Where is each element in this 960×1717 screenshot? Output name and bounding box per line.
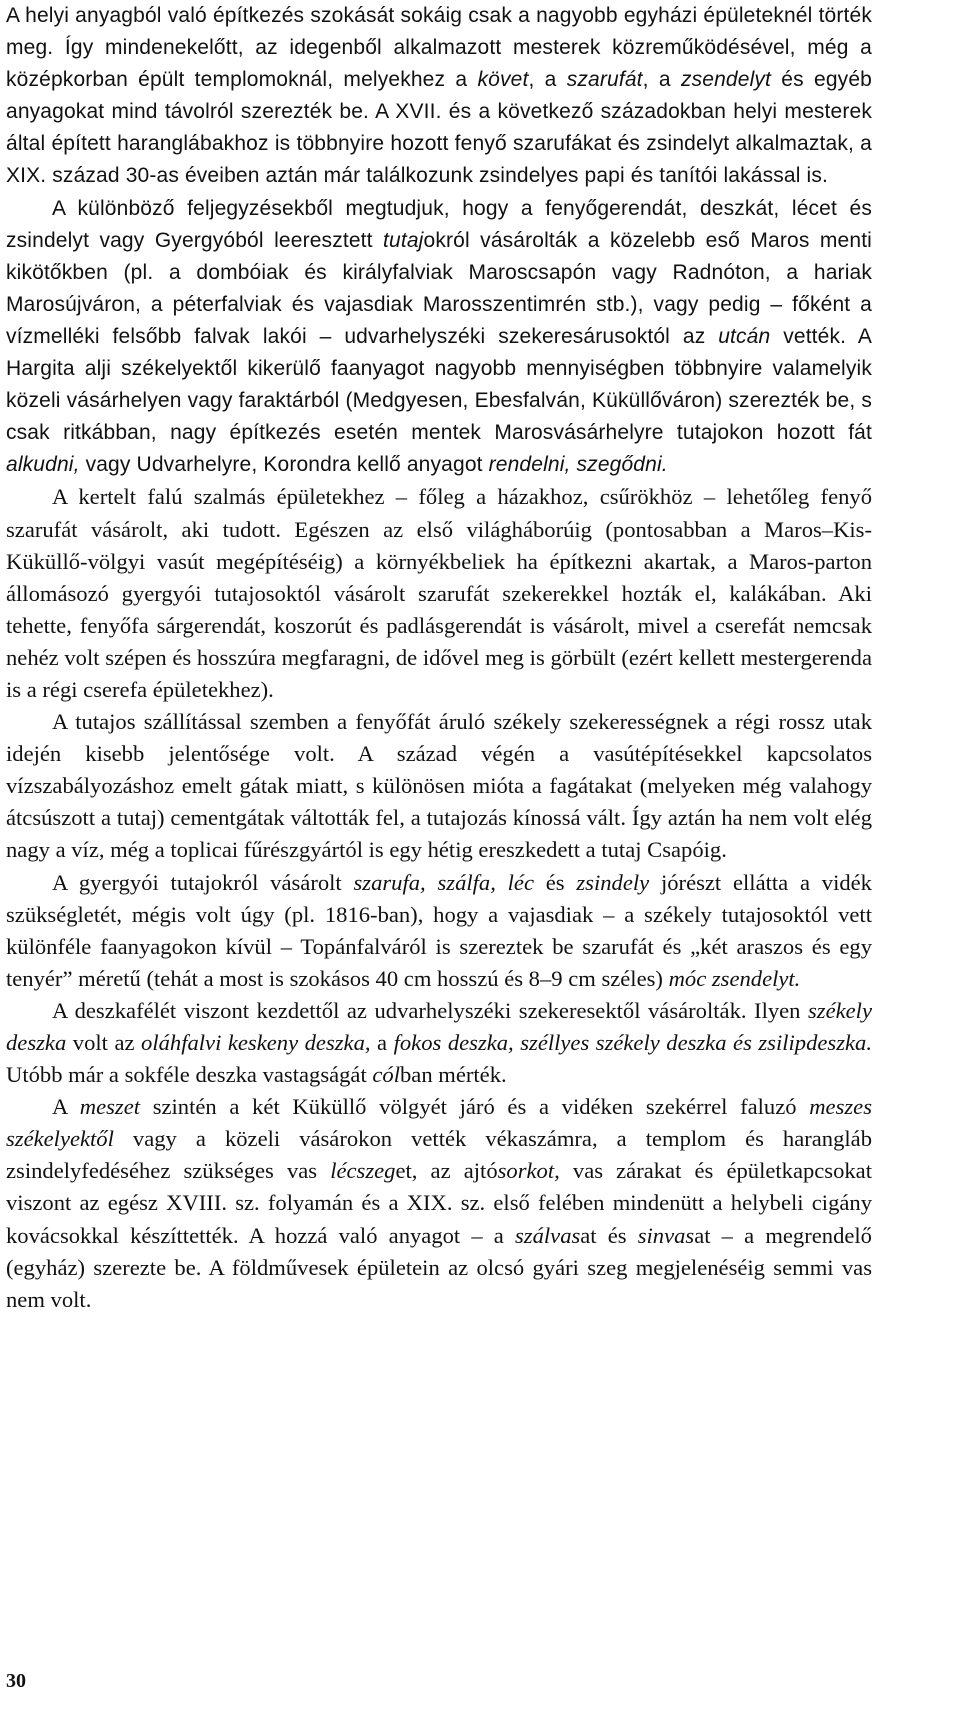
text-run: és [533,869,577,895]
text-run: at és [580,1222,638,1248]
italic-term: szálvas [515,1222,581,1248]
italic-term: szarufát [566,68,643,92]
paragraph [6,706,872,866]
text-run: Utóbb már a sokféle deszka vastagságát [6,1062,373,1088]
text-run: et, az ajtó [395,1158,498,1184]
italic-term: fokos deszka, széllyes székely deszka és zsilipdeszka. [393,1030,872,1055]
text-run: okról vásárolták a közelebb eső Maros menti kikötőkben (pl. a dombóiak és királyfalviak Maroscsapón vagy Radnóton, a hariak Marosújváron, a péterfalviak és vajasdiak Marosszentimrén stb.), vagy pedig – főként a vízmelléki felsőbb falvak lakói – udvarhelyszéki szekeresárusoktól az [6,228,872,348]
italic-term: zsendelyt [680,68,772,92]
paragraph [6,1091,872,1316]
text-run: A [52,1094,80,1120]
page-number: 30 [6,1670,26,1692]
paragraph [6,193,872,482]
text-run: vagy Udvarhelyre, Korondra kellő anyagot [79,453,489,477]
italic-term: lécszeg [330,1158,396,1184]
text-run: vas zárakat és épületkapcsokat viszont az egész XVIII. sz. folyamán és a XIX. sz. első felében mindenütt a helybeli cigány kovácsokkal készíttették. A hozzá való anyagot – a [6,1158,872,1248]
text-run: A helyi anyagból való építkezés szokását sokáig csak a nagyobb egyházi épületeknél törték meg. Így mindenekelőtt, az idegenből alkalmazott mesterek közreműködésével, még a középkorban épült templomoknál, melyekhez a [6,4,872,92]
text-run: , a [642,68,681,92]
italic-term: oláhfalvi keskeny deszka, [141,1030,371,1055]
text-run: A különböző feljegyzésekből megtudjuk, hogy a fenyőgerendát, deszkát, lécet és zsindelyt vagy Gyergyóból leeresztett [6,196,872,252]
text-run: vagy a közeli vásárokon vették vékaszámra, a templom és harangláb zsindelyfedéséhez szükséges vas [6,1126,872,1184]
text-run: at – a megrendelő (egyház) szerezte be. A földművesek épületein az olcsó gyári szeg megjelenéséig semmi vas nem volt. [6,1222,872,1312]
italic-term: alkudni, [6,453,80,477]
text-run: a [370,1030,394,1055]
italic-term: meszet [79,1094,141,1120]
italic-term: utcán [718,324,771,348]
text-run: A kertelt falú szalmás épületekhez – főleg a házakhoz, csűrökhöz – lehetőleg fenyő szarufát vásárolt, aki tudott. Egészen az első világháborúig (pontosabban a Maros–Kis-Küküllő-völgyi vasút megépítéséig) a környékbeliek ha építkezni akartak, a Maros-parton állomásozó gyergyói tutajosoktól vásárolt szarufát szekerekkel hozták el, kalákában. Aki tehette, fenyőfa sárgerendát, koszorút és padlásgerendát is vásárolt, mivel a cserefát nemcsak nehéz volt szépen és hosszúra megfaragni, de idővel meg is görbült (ezért kellett mestergerenda is a régi cserefa épületekhez). [6,484,872,702]
paragraph [6,867,872,995]
paragraph [6,0,872,193]
text-run: szintén a két Küküllő völgyét járó és a vidéken szekérrel faluzó [140,1094,810,1120]
italic-term: cól [372,1062,400,1088]
italic-term: zsindely [576,869,650,895]
text-run: ban mérték. [400,1062,507,1088]
text-run: és egyéb anyagokat mind távolról szerezték be. A XVII. és a következő századokban helyi mesterek által épített haranglábakhoz is többnyire hozott fenyő szarufákat és zsindelyt alkalmaztak, a XIX. század 30-as éveiben aztán már találkozunk zsindelyes papi és tanítói lakással is. [6,68,872,188]
italic-term: követ [477,68,529,92]
text-run: A gyergyói tutajokról vásárolt [52,869,354,895]
text-run: volt az [66,1030,142,1055]
text-run: , a [528,68,567,92]
text-run: A tutajos szállítással szemben a fenyőfát áruló székely szekerességnek a régi rossz utak idején kisebb jelentősége volt. A század végén a vasútépítésekkel kapcsolatos vízszabályozáshoz emelt gátak miatt, s különösen mióta a fagátakat (melyeken még valahogy átcsúszott a tutaj) cementgátak váltották fel, a tutajozás kínossá vált. Így aztán ha nem volt elég nagy a víz, még a toplicai fűrészgyártól is egy hétig ereszkedett a tutaj Csapóig. [6,709,872,863]
paragraph [6,481,872,706]
italic-term: tutaj [383,228,424,252]
italic-term: székely deszka [6,997,872,1055]
italic-term: meszes székelyektől [6,1094,872,1152]
italic-term: szarufa, szálfa, léc [353,869,534,895]
italic-term: rendelni, szegődni. [488,453,668,477]
italic-term: móc zsendelyt. [668,965,801,991]
paragraph [6,995,872,1091]
text-run: jórészt ellátta a vidék szükségletét, mégis volt úgy (pl. 1816-ban), hogy a vajasdiak – a székely tutajosoktól vett különféle faanyagokon kívül – Topánfalváról is szereztek be szarufát és „két araszos és egy tenyér” méretű (tehát a most is szokásos 40 cm hosszú és 8–9 cm széles) [6,869,872,991]
text-run: A deszkafélét viszont kezdettől az udvarhelyszéki szekeresektől vásárolták. Ilyen [52,997,809,1023]
italic-term: sinvas [637,1222,695,1248]
italic-term: sorkot, [497,1158,560,1184]
document-page [6,0,872,1316]
text-run: vették. A Hargita alji székelyektől kikerülő faanyagot nagyobb mennyiségben többnyire valamelyik közeli vásárhelyen vagy faraktárból (Medgyesen, Ebesfalván, Küküllőváron) szerezték be, s csak ritkábban, nagy építkezés esetén mentek Marosvásárhelyre tutajokon hozott fát [6,324,872,445]
